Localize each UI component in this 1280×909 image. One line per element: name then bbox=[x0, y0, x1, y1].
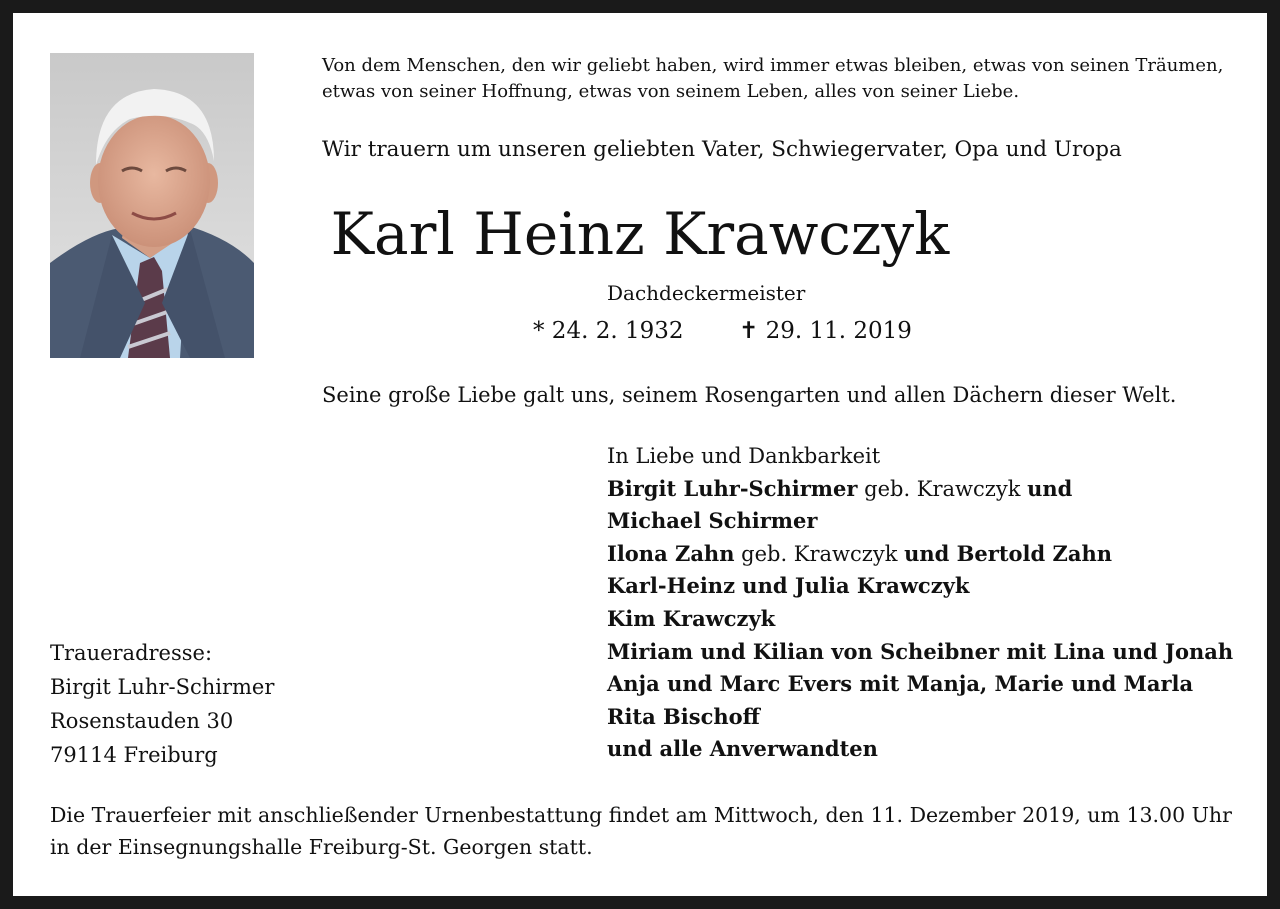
death-date: ✝ 29. 11. 2019 bbox=[739, 318, 912, 344]
funeral-service-text bbox=[50, 799, 1232, 863]
service-line-2: in der Einsegnungshalle Freiburg-St. Georgen statt. bbox=[50, 835, 593, 859]
address-street: Rosenstauden 30 bbox=[50, 709, 234, 733]
deceased-name: Karl Heinz Krawczyk bbox=[330, 200, 950, 268]
address-name: Birgit Luhr-Schirmer bbox=[50, 675, 275, 699]
list-item: Karl-Heinz und Julia Krawczyk bbox=[607, 573, 970, 599]
list-item: Miriam und Kilian von Scheibner mit Lina und Jonah bbox=[607, 638, 1234, 664]
list-item: Birgit Luhr-Schirmer geb. Krawczyk und bbox=[607, 475, 1073, 501]
service-line-1: Die Trauerfeier mit anschließender Urnenbestattung findet am Mittwoch, den 11. Dezember 2019, um 13.00 Uhr bbox=[50, 803, 1232, 827]
list-item: und alle Anverwandten bbox=[607, 736, 878, 762]
address-city: 79114 Freiburg bbox=[50, 743, 218, 767]
obituary-card bbox=[13, 13, 1267, 896]
birth-date: * 24. 2. 1932 bbox=[533, 318, 684, 344]
deceased-profession: Dachdeckermeister bbox=[607, 281, 806, 305]
list-item: Kim Krawczyk bbox=[607, 605, 776, 631]
quote-text bbox=[322, 53, 1223, 105]
quote-line-2: etwas von seiner Hoffnung, etwas von seinem Leben, alles von seiner Liebe. bbox=[322, 81, 1020, 102]
intro-text: Wir trauern um unseren geliebten Vater, Schwiegervater, Opa und Uropa bbox=[322, 137, 1122, 162]
mourners-heading: In Liebe und Dankbarkeit bbox=[607, 444, 881, 468]
list-item: Michael Schirmer bbox=[607, 508, 818, 534]
mourning-address bbox=[50, 636, 274, 772]
quote-line-1: Von dem Menschen, den wir geliebt haben, wird immer etwas bleiben, etwas von seinen Träumen, bbox=[322, 55, 1224, 76]
list-item: Anja und Marc Evers mit Manja, Marie und Marla bbox=[607, 671, 1194, 697]
list-item: Ilona Zahn geb. Krawczyk und Bertold Zahn bbox=[607, 540, 1112, 566]
address-label: Traueradresse: bbox=[50, 641, 213, 665]
tribute-text: Seine große Liebe galt uns, seinem Rosengarten und allen Dächern dieser Welt. bbox=[322, 383, 1177, 407]
list-item: Rita Bischoff bbox=[607, 703, 760, 729]
mourners-list bbox=[607, 440, 1233, 766]
